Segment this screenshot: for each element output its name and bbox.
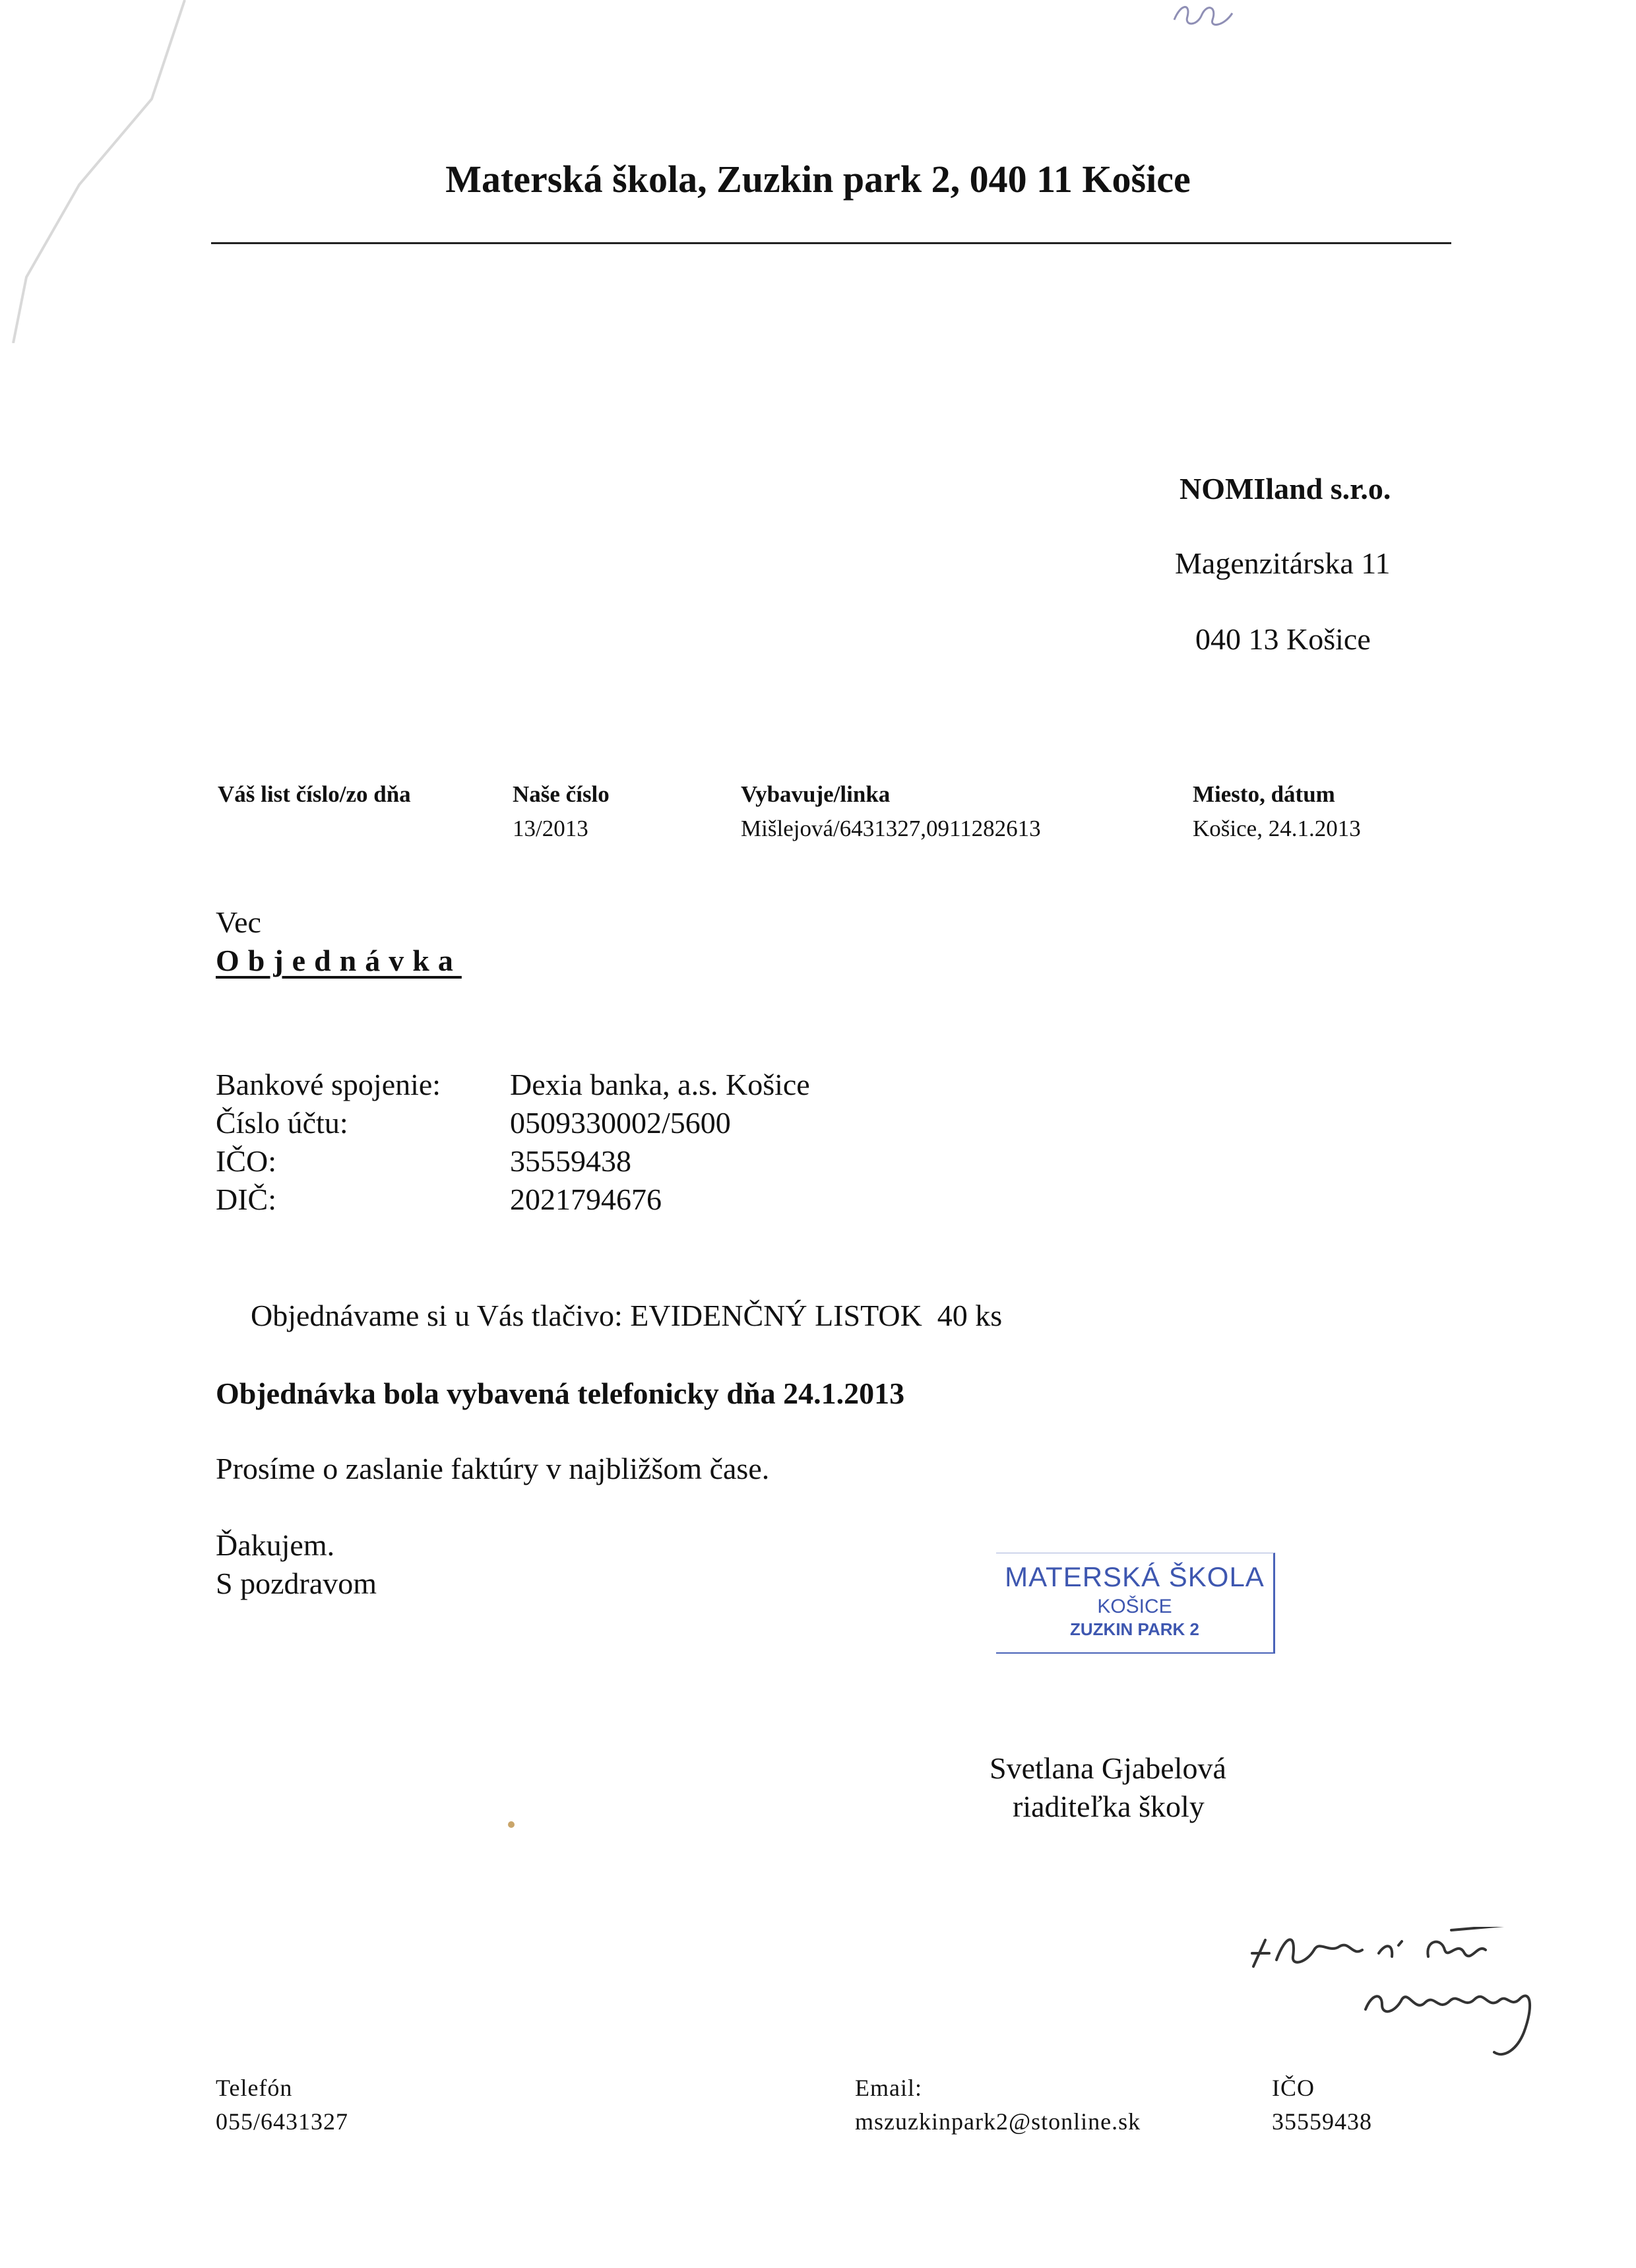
footer-phone-label: Telefón [216, 2075, 293, 2101]
order-line: Objednávame si u Vás tlačivo: EVIDENČNÝ LISTOK 40 ks [251, 1299, 1003, 1332]
invoice-request-line: Prosíme o zaslanie faktúry v najbližšom čase. [216, 1452, 770, 1485]
stamp-line-3: ZUZKIN PARK 2 [1070, 1619, 1199, 1639]
ico-label: IČO: [216, 1144, 276, 1178]
footer-ico-value: 35559438 [1272, 2108, 1372, 2135]
header-divider [211, 242, 1451, 244]
our-number-label: Naše číslo [513, 781, 610, 807]
greeting-line: S pozdravom [216, 1567, 377, 1600]
recipient-city: 040 13 Košice [1195, 622, 1371, 656]
bank-connection-value: Dexia banka, a.s. Košice [510, 1068, 810, 1101]
signatory-name: Svetlana Gjabelová [990, 1751, 1226, 1785]
bank-connection-label: Bankové spojenie: [216, 1068, 441, 1101]
order-confirmed-line: Objednávka bola vybavená telefonicky dňa 24.1.2013 [216, 1377, 905, 1410]
dic-value: 2021794676 [510, 1183, 662, 1216]
your-letter-label: Váš list číslo/zo dňa [218, 781, 411, 807]
handwritten-annotation [1240, 1927, 1583, 2098]
account-number-label: Číslo účtu: [216, 1106, 348, 1140]
handled-by-label: Vybavuje/linka [741, 781, 891, 807]
school-stamp [996, 1553, 1275, 1654]
thanks-line: Ďakujem. [216, 1528, 335, 1562]
subject-value: Objednávka [216, 944, 462, 977]
place-date-value: Košice, 24.1.2013 [1193, 816, 1361, 841]
ico-value: 35559438 [510, 1144, 631, 1178]
corner-handwritten-mark [1161, 0, 1253, 33]
account-number-value: 0509330002/5600 [510, 1106, 731, 1140]
stamp-line-2: KOŠICE [1097, 1596, 1172, 1617]
stamp-line-1: MATERSKÁ ŠKOLA [1005, 1561, 1265, 1592]
document-header-title: Materská škola, Zuzkin park 2, 040 11 Košice [445, 158, 1191, 201]
footer-email-value[interactable]: mszuzkinpark2@stonline.sk [855, 2108, 1141, 2135]
footer-phone-value: 055/6431327 [216, 2108, 349, 2135]
ink-dot [508, 1821, 515, 1828]
subject-label: Vec [216, 905, 261, 939]
footer-email-label: Email: [855, 2075, 922, 2101]
recipient-name: NOMIland s.r.o. [1180, 472, 1391, 505]
handled-by-value: Mišlejová/6431327,0911282613 [741, 816, 1041, 841]
footer-ico-label: IČO [1272, 2075, 1315, 2101]
place-date-label: Miesto, dátum [1193, 781, 1335, 807]
dic-label: DIČ: [216, 1183, 276, 1216]
signatory-role: riaditeľka školy [1013, 1790, 1205, 1823]
our-number-value: 13/2013 [513, 816, 588, 841]
recipient-street: Magenzitárska 11 [1175, 546, 1391, 580]
